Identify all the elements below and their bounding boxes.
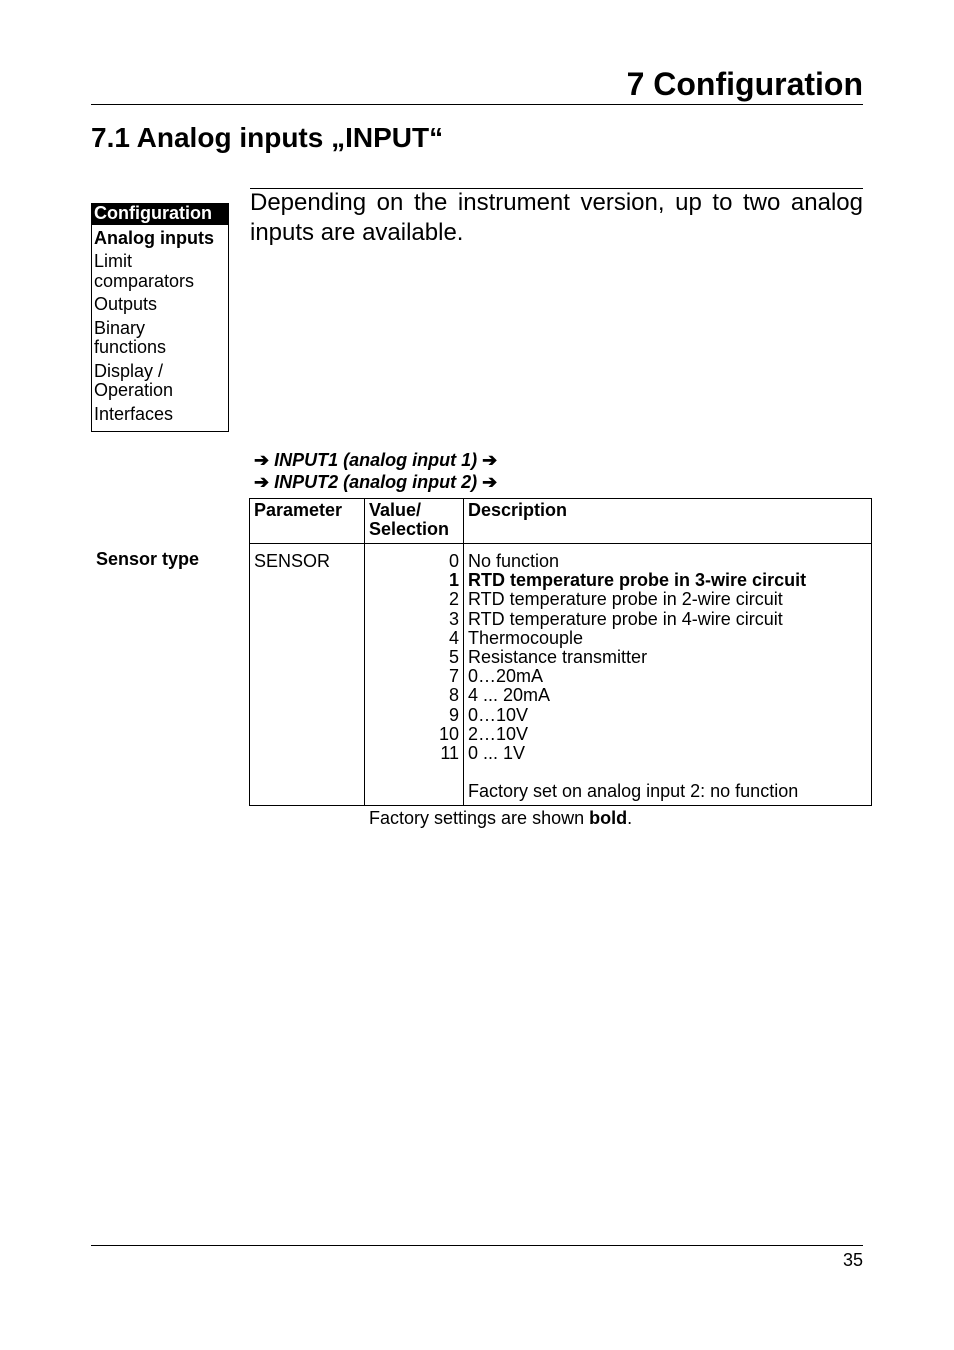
menu-path-label: INPUT1 (analog input 1)	[274, 450, 478, 470]
option-description: 0 ... 1V	[468, 742, 526, 763]
option-value: 0	[448, 551, 459, 571]
header-value-line1: Value/	[369, 500, 422, 520]
factory-setting-note: Factory set on analog input 2: no function	[468, 781, 799, 802]
header-divider	[91, 104, 863, 105]
sidebar-item-binary-functions[interactable]: Binary functions	[94, 317, 167, 357]
arrow-right-icon: ➔	[482, 450, 498, 470]
header-value-line2: Selection	[369, 519, 450, 539]
option-value: 3	[448, 608, 459, 629]
option-description: 4 ... 20mA	[468, 685, 551, 706]
footnote-prefix: Factory settings are shown	[369, 808, 590, 828]
option-value: 11	[440, 742, 459, 763]
description-cell	[464, 544, 872, 806]
table-header-row	[250, 499, 872, 544]
sidebar-item-display-operation[interactable]: Display / Operation	[94, 360, 174, 400]
arrow-right-icon: ➔	[254, 472, 270, 492]
footnote-suffix: .	[627, 808, 633, 828]
value-selection-cell	[365, 544, 464, 806]
option-value: 8	[448, 685, 459, 706]
section-title: 7.1 Analog inputs „INPUT“	[91, 122, 444, 153]
option-description: RTD temperature probe in 3-wire circuit	[468, 570, 807, 591]
option-description: 2…10V	[468, 723, 529, 744]
option-description: RTD temperature probe in 2-wire circuit	[468, 589, 783, 610]
option-value: 10	[438, 723, 459, 744]
option-value: 5	[448, 646, 459, 667]
footnote-bold-word: bold	[589, 808, 628, 828]
option-value: 1	[448, 570, 459, 591]
parameter-cell: SENSOR	[250, 544, 365, 806]
option-description: Resistance transmitter	[468, 646, 648, 667]
option-description: Thermocouple	[468, 627, 584, 648]
menu-path-input2	[254, 471, 497, 493]
sidebar-heading: Configuration	[92, 204, 228, 225]
chapter-title: 7 Configuration	[626, 66, 863, 102]
option-description: 0…20mA	[468, 666, 544, 687]
sensor-type-label: Sensor type	[96, 549, 200, 569]
page-number: 35	[842, 1250, 863, 1270]
factory-settings-footnote	[369, 808, 632, 828]
option-description: 0…10V	[468, 704, 529, 725]
option-value: 4	[448, 627, 459, 648]
header-value-selection	[365, 499, 464, 544]
option-value: 2	[448, 589, 459, 610]
sidebar-item-outputs[interactable]: Outputs	[94, 294, 158, 314]
header-description: Description	[464, 499, 872, 544]
header-parameter: Parameter	[250, 499, 365, 544]
arrow-right-icon: ➔	[254, 450, 270, 470]
option-description: No function	[468, 551, 560, 571]
option-description: RTD temperature probe in 4-wire circuit	[468, 608, 783, 629]
table-row	[250, 544, 872, 806]
sidebar-item-analog-inputs[interactable]: Analog inputs	[94, 227, 214, 248]
parameter-table	[249, 498, 872, 806]
footer-divider	[91, 1245, 863, 1246]
option-value: 9	[448, 704, 459, 725]
configuration-sidebar	[91, 203, 229, 432]
menu-path-input1	[254, 449, 497, 471]
sidebar-item-limit-comparators[interactable]: Limit comparators	[94, 251, 195, 291]
sidebar-item-interfaces[interactable]: Interfaces	[94, 403, 174, 424]
option-value: 7	[448, 666, 459, 687]
arrow-right-icon: ➔	[482, 472, 498, 492]
menu-path-label: INPUT2 (analog input 2)	[274, 472, 478, 492]
intro-paragraph: Depending on the instrument version, up to two analog inputs are available.	[250, 189, 863, 246]
